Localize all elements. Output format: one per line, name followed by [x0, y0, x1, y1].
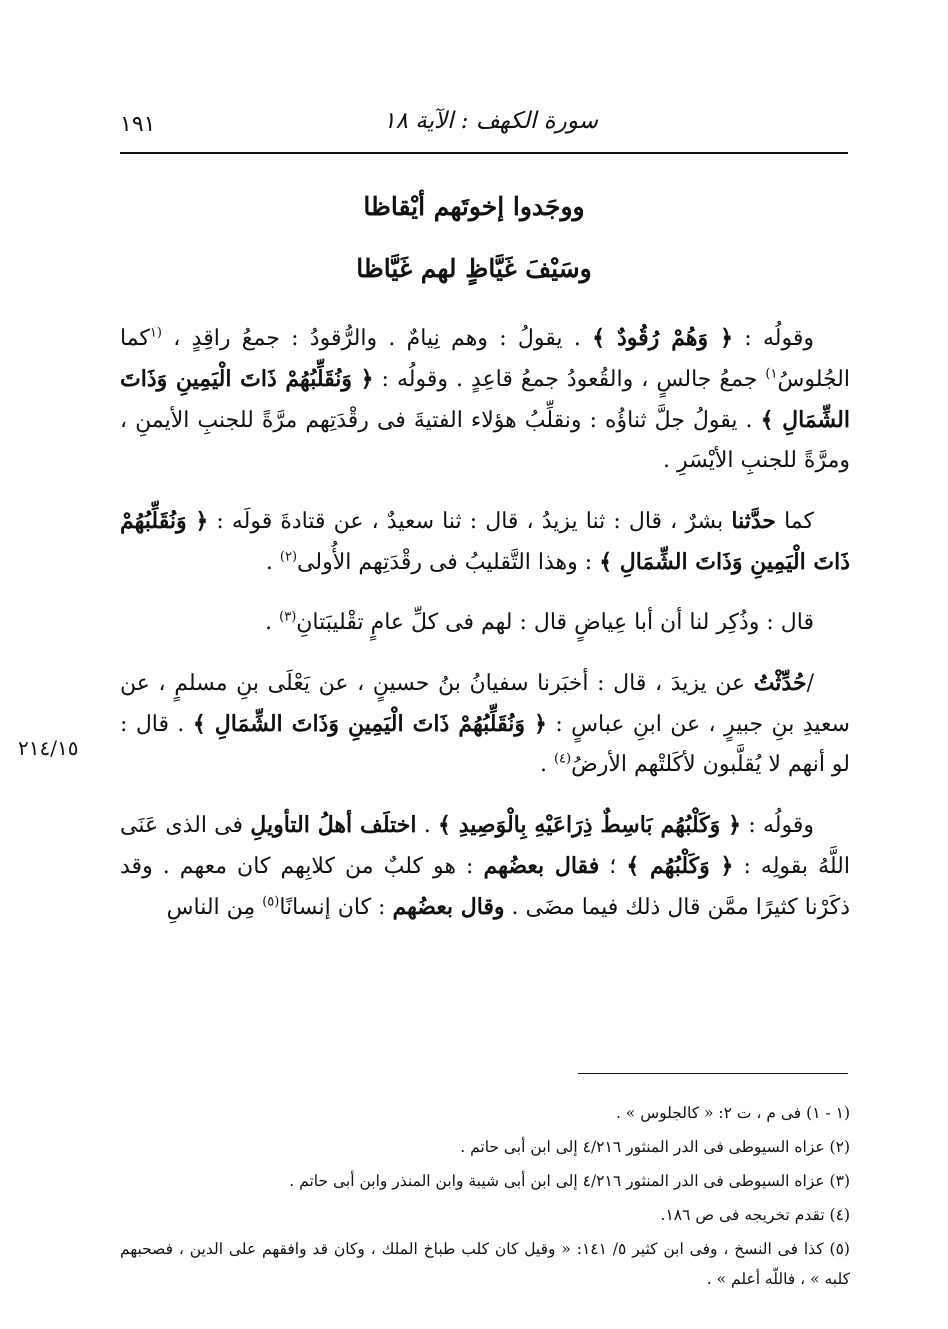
- text-run: .: [265, 550, 280, 575]
- paragraph-5: [120, 805, 850, 928]
- footnote-marker: (٣): [279, 609, 297, 625]
- text-run: .: [416, 813, 438, 838]
- text-run: قال : وذُكِر لنا أن أبا عِياضٍ قال : لهم فى كلِّ عامٍ تقْليبَتانِ: [296, 610, 814, 635]
- quran-quote: ﴿ وَنُقَلِّبُهُمْ ذَاتَ الْيَمِينِ وَذَاتَ الشِّمَالِ ﴾: [120, 508, 850, 575]
- footnote-marker: (٢): [279, 549, 298, 565]
- margin-reference: ٢١٤/١٥: [18, 736, 79, 760]
- footnote-marker: (٥): [262, 894, 280, 910]
- quran-quote: ﴿ وَكَلْبُهُم ﴾: [626, 853, 734, 879]
- text-run: فى الذى عَنَى اللَّهُ بقولِه :: [120, 813, 851, 879]
- header-divider: [120, 152, 848, 154]
- text-run: ؛: [599, 854, 627, 879]
- footnote-2: (٢) عزاه السيوطى فى الدر المنثور ٤/٢١٦ إلى ابن أبى حاتم .: [460, 1138, 850, 1156]
- text-run: جمعُ جالسٍ ، والقُعودُ جمعُ قاعِدٍ . وقولُه :: [373, 367, 766, 392]
- footnote-5: (٥) كذا فى النسخ ، وفى ابن كثير ٥/ ١٤١: « وقيل كان كلب طباخ الملك ، وكان قد وافقهم على الدين ، فصحبهم كلبه » ، فاللّه أعلم » .: [120, 1240, 850, 1288]
- text-run: . يقولُ : وهم نِيامٌ . والرُّقودُ : جمعُ راقِدٍ ،: [161, 326, 593, 351]
- quran-quote: ﴿ وَهُمْ رُقُودٌ ﴾: [592, 325, 733, 351]
- footnotes: [120, 1098, 850, 1298]
- text-run: . يقولُ جلَّ ثناؤُه : ونقلِّبُ هؤلاء الفتيةَ فى رقْدَتِهم مرَّةً للجنبِ الأيمنِ ، ومرَّةً للجنبِ الأيْسَرِ .: [120, 408, 850, 473]
- text-run: . قال : لو أنهم لا يُقلَّبون لأكَلتْهم الأرضُ: [120, 712, 850, 777]
- footnote-divider: [578, 1073, 848, 1074]
- paragraph-2: [120, 501, 850, 583]
- text-run: .: [539, 752, 554, 777]
- footnote-marker: ١): [765, 366, 778, 382]
- paragraph-3: [120, 603, 850, 643]
- text-run: : هو كلبٌ من كلابِهم كان معهم . وقد ذكَرْنا كثيرًا ممَّن قال ذلك فيما مضَى .: [120, 854, 850, 920]
- text-run: : وهذا التَّقليبُ فى رقْدَتِهم الأُولى: [297, 550, 600, 575]
- footnote-1: (١ - ١) فى م ، ت ٢: « كالجلوس » .: [615, 1104, 850, 1122]
- footnote-3: (٣) عزاه السيوطى فى الدر المنثور ٤/٢١٦ إلى ابن أبى شيبة وابن المنذر وابن أبى حاتم .: [289, 1172, 850, 1190]
- paragraph-1: [120, 318, 850, 481]
- text-run: وقولُه :: [732, 326, 815, 351]
- text-run: كما الجُلوسُ: [120, 326, 850, 392]
- page-number: ١٩١: [120, 112, 156, 137]
- text-run: بشرٌ ، قال : ثنا يزيدُ ، قال : ثنا سعيدٌ ، عن قتادةَ قولَه :: [208, 509, 732, 534]
- text-run: /: [806, 671, 814, 696]
- quran-quote: ﴿ وَكَلْبُهُم بَاسِطٌ ذِرَاعَيْهِ بِالْوَصِيدِ ﴾: [437, 812, 742, 838]
- bold-phrase: فقال بعضُهم: [483, 853, 600, 879]
- poetry-verse-2: وسَيْفَ غَيَّاظٍ لهم غَيَّاظا: [356, 254, 592, 283]
- surah-title: سورة الكهف : الآية ١٨: [383, 108, 598, 134]
- footnote-marker: (١: [149, 325, 162, 341]
- page-header: [120, 100, 848, 152]
- paragraph-4: [120, 663, 850, 785]
- bold-phrase: اختلَف أهلُ التأويلِ: [250, 812, 417, 838]
- footnote-4: (٤) تقدم تخريجه فى ص ١٨٦.: [660, 1206, 850, 1224]
- text-run: وقولُه :: [741, 813, 814, 838]
- footnote-marker: (٤): [553, 751, 572, 767]
- bold-phrase: حُدِّثْتُ: [753, 670, 807, 696]
- text-run: .: [265, 610, 280, 635]
- poetry-verse-1: ووجَدوا إخوتَهم أيْقاظا: [363, 192, 585, 221]
- main-text: [120, 318, 850, 948]
- text-run: مِن الناسِ: [166, 895, 263, 920]
- quran-quote: ﴿ وَنُقَلِّبُهُمْ ذَاتَ الْيَمِينِ وَذَاتَ الشِّمَالِ ﴾: [120, 366, 850, 433]
- bold-phrase: وقال بعضُهم: [392, 894, 505, 920]
- text-run: : كان إنسانًا: [279, 895, 393, 920]
- text-run: عن يزيدَ ، قال : أخبَرنا سفيانُ بنُ حسينٍ ، عن يَعْلَى بنِ مسلمٍ ، عن سعيدِ بنِ جبيرٍ ، عن ابنِ عباسٍ :: [120, 671, 850, 737]
- text-run: كما: [776, 509, 814, 534]
- quran-quote: ﴿ وَنُقَلِّبُهُمْ ذَاتَ الْيَمِينِ وَذَاتَ الشِّمَالِ ﴾: [192, 711, 547, 737]
- bold-phrase: حدَّثنا: [731, 508, 776, 534]
